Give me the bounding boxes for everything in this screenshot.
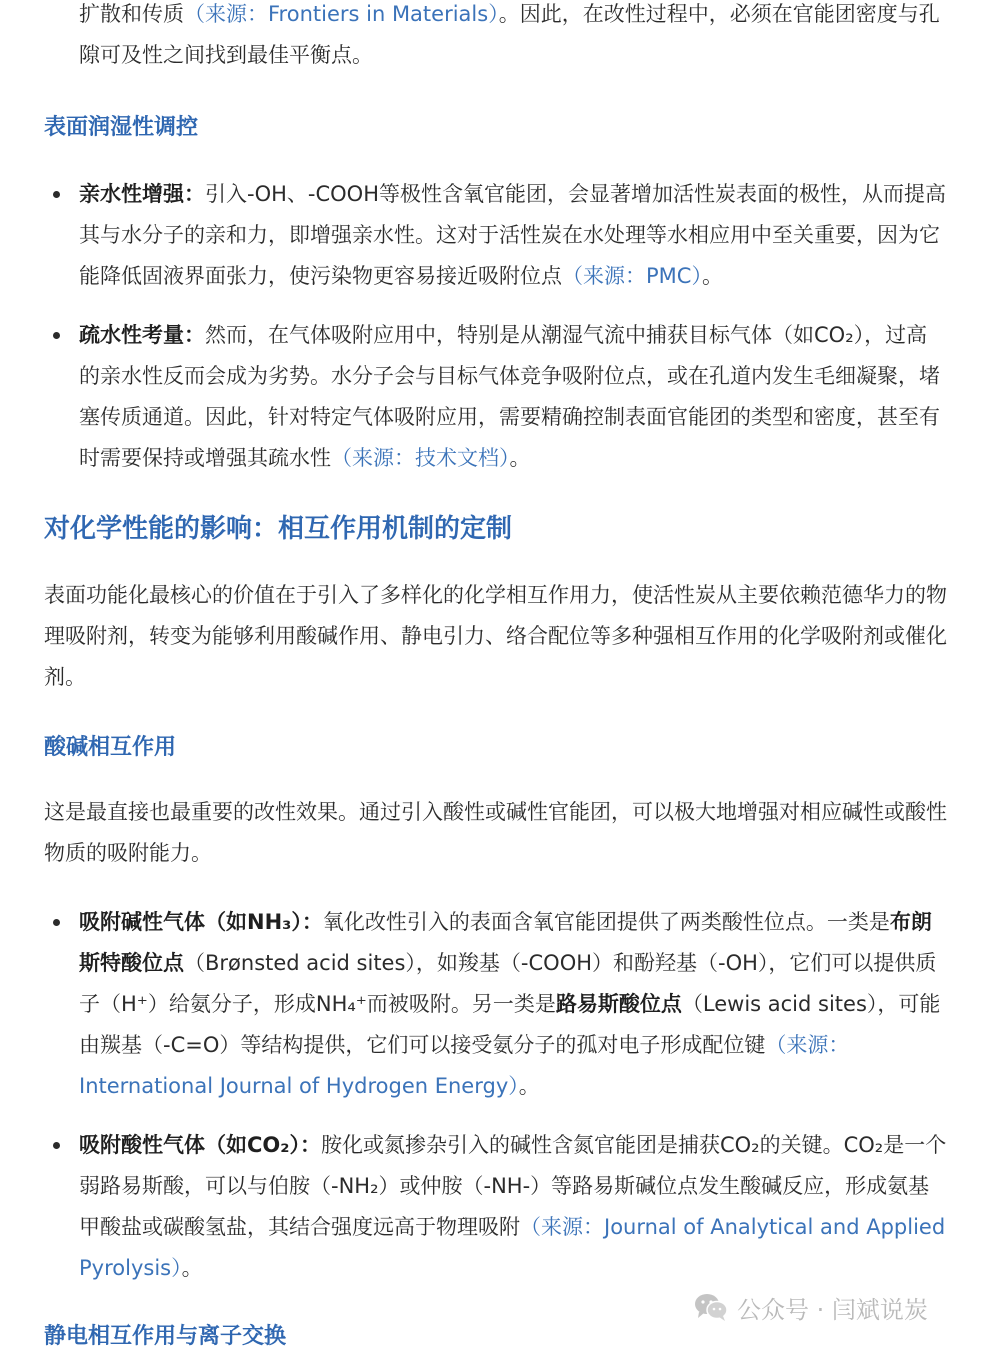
list-item (44, 1125, 948, 1289)
item-emphasis: 布朗斯特酸位点 (79, 910, 932, 975)
intro-text: 扩散和传质 (79, 2, 184, 26)
source-link[interactable]: （来源：Frontiers in Materials） (184, 2, 499, 26)
intro-text: 。因此，在改性过程中，必须在官能团密度与孔隙可及性之间找到最佳平衡点。 (79, 2, 940, 67)
item-text: （Lewis acid sites），可能由羰基（-C=O）等结构提供，它们可以接受氨分子的孤对电子形成配位键 (79, 992, 941, 1057)
source-link[interactable]: （来源：Journal of Analytical and Applied Pyrolysis） (79, 1215, 946, 1280)
item-tail: 。 (518, 1074, 540, 1098)
item-tail: 。 (701, 264, 723, 288)
section-heading-electrostatic: 静电相互作用与离子交换 (44, 1324, 287, 1349)
section-heading-chemistry: 对化学性能的影响：相互作用机制的定制 (44, 514, 513, 544)
item-text: 引入-OH、-COOH等极性含氧官能团，会显著增加活性炭表面的极性，从而提高其与水分子的亲和力，即增强亲水性。这对于活性炭在水处理等水相应用中至关重要，因为它能降低固液界面张力，使污染物更容易接近吸附位点 (79, 182, 946, 288)
item-lead: 疏水性考量： (79, 323, 205, 347)
item-emphasis: 路易斯酸位点 (555, 992, 682, 1016)
item-text: 然而，在气体吸附应用中，特别是从潮湿气流中捕获目标气体（如CO₂），过高的亲水性反而会成为劣势。水分子会与目标气体竞争吸附位点，或在孔道内发生毛细凝聚，堵塞传质通道。因此，针对特定气体吸附应用，需要精确控制表面官能团的类型和密度，甚至有时需要保持或增强其疏水性 (79, 323, 940, 470)
source-link[interactable]: （来源：PMC） (562, 264, 702, 288)
item-tail: 。 (181, 1256, 203, 1280)
article (44, 0, 948, 1353)
list-item (44, 315, 948, 479)
item-tail: 。 (509, 446, 531, 470)
wetting-list (44, 174, 948, 479)
list-item (44, 902, 948, 1107)
section-heading-acid-base: 酸碱相互作用 (44, 735, 177, 760)
chemistry-paragraph: 表面功能化最核心的价值在于引入了多样化的化学相互作用力，使活性炭从主要依赖范德华力的物理吸附剂，转变为能够利用酸碱作用、静电引力、络合配位等多种强相互作用的化学吸附剂或催化剂。 (44, 583, 947, 689)
source-link[interactable]: （来源：技术文档） (331, 446, 510, 470)
item-lead: 亲水性增强： (79, 182, 205, 206)
watermark (693, 1290, 928, 1324)
item-lead: 吸附碱性气体（如NH₃）： (79, 910, 323, 934)
acid-base-paragraph: 这是最直接也最重要的改性效果。通过引入酸性或碱性官能团，可以极大地增强对相应碱性或酸性物质的吸附能力。 (44, 800, 947, 865)
item-lead: 吸附酸性气体（如CO₂）： (79, 1133, 321, 1157)
intro-paragraph (44, 0, 948, 76)
wechat-icon (693, 1292, 729, 1322)
watermark-text: 公众号 · 闫斌说炭 (737, 1295, 928, 1324)
item-text: （Brønsted acid sites），如羧基（-COOH）和酚羟基（-OH），它们可以提供质子（H⁺）给氨分子，形成NH₄⁺而被吸附。另一类是 (79, 951, 937, 1016)
item-text: 氧化改性引入的表面含氧官能团提供了两类酸性位点。一类是 (322, 910, 890, 934)
source-link[interactable]: （来源：International Journal of Hydrogen Energy） (79, 1033, 850, 1098)
list-item (44, 174, 948, 297)
acid-base-list (44, 902, 948, 1289)
section-heading-wetting: 表面润湿性调控 (44, 115, 199, 140)
item-text: 胺化或氮掺杂引入的碱性含氮官能团是捕获CO₂的关键。CO₂是一个弱路易斯酸，可以与伯胺（-NH₂）或仲胺（-NH-）等路易斯碱位点发生酸碱反应，形成氨基甲酸盐或碳酸氢盐，其结合强度远高于物理吸附 (79, 1133, 947, 1239)
